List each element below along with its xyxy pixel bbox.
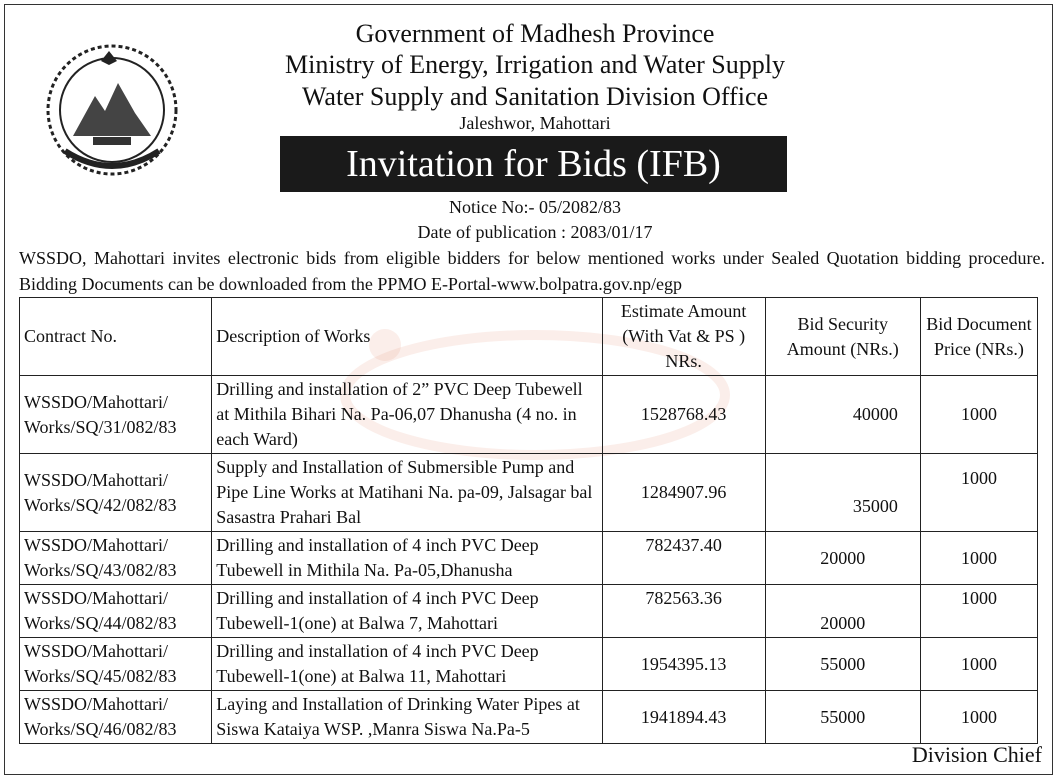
description-cell: Laying and Installation of Drinking Water Pipes at Siswa Kataiya WSP. ,Manra Siswa Na.Pa-5: [212, 691, 602, 744]
table-row: [20, 691, 1038, 744]
header-bid-security: Bid Security Amount (NRs.): [765, 298, 920, 376]
bid-security-cell: 55000: [765, 638, 920, 691]
intro-paragraph: WSSDO, Mahottari invites electronic bids from eligible bidders for below mentioned works under Sealed Quotation bidding procedure. Bidding Documents can be downloaded from the PPMO E-Portal-www.bolpatra.gov.np/egp: [19, 248, 1045, 294]
document-price-cell: 1000: [920, 691, 1037, 744]
table-row: [20, 454, 1038, 532]
estimate-amount-cell: 1284907.96: [602, 454, 765, 532]
description-cell: Supply and Installation of Submersible Pump and Pipe Line Works at Matihani Na. pa-09, Jalsagar bal Sasastra Prahari Bal: [212, 454, 602, 532]
header-estimate-amount: Estimate Amount (With Vat & PS ) NRs.: [602, 298, 765, 376]
notice-page: [4, 4, 1053, 775]
table-row: [20, 376, 1038, 454]
office-location: Jaleshwor, Mahottari: [459, 113, 611, 133]
estimate-amount-cell: 1528768.43: [602, 376, 765, 454]
description-cell: Drilling and installation of 4 inch PVC Deep Tubewell-1(one) at Balwa 11, Mahottari: [212, 638, 602, 691]
document-price-cell: 1000: [920, 532, 1037, 585]
description-cell: Drilling and installation of 2” PVC Deep Tubewell at Mithila Bihari Na. Pa-06,07 Dhanusha (4 no. in each Ward): [212, 376, 602, 454]
estimate-amount-cell: 1941894.43: [602, 691, 765, 744]
contract-no-cell: WSSDO/Mahottari/ Works/SQ/45/082/83: [20, 638, 212, 691]
contract-no-cell: WSSDO/Mahottari/ Works/SQ/31/082/83: [20, 376, 212, 454]
estimate-amount-cell: 782563.36: [602, 585, 765, 638]
document-price-cell: 1000: [920, 454, 1037, 532]
bid-security-cell: 20000: [765, 585, 920, 638]
contract-no-cell: WSSDO/Mahottari/ Works/SQ/44/082/83: [20, 585, 212, 638]
bid-security-cell: 35000: [765, 454, 920, 532]
notice-number: Notice No:- 05/2082/83: [449, 197, 621, 217]
signature-title: Division Chief: [911, 742, 1042, 767]
estimate-amount-cell: 782437.40: [602, 532, 765, 585]
description-cell: Drilling and installation of 4 inch PVC Deep Tubewell in Mithila Na. Pa-05,Dhanusha: [212, 532, 602, 585]
table-row: [20, 585, 1038, 638]
contract-no-cell: WSSDO/Mahottari/ Works/SQ/46/082/83: [20, 691, 212, 744]
header-document-price: Bid Document Price (NRs.): [920, 298, 1037, 376]
nepal-emblem-icon: [43, 41, 181, 179]
document-price-cell: 1000: [920, 376, 1037, 454]
document-price-cell: 1000: [920, 585, 1037, 638]
publication-date: Date of publication : 2083/01/17: [417, 222, 653, 242]
bid-security-cell: 20000: [765, 532, 920, 585]
government-title: Government of Madhesh Province: [355, 19, 715, 48]
ifb-banner: Invitation for Bids (IFB): [280, 136, 787, 192]
ministry-title: Ministry of Energy, Irrigation and Water Supply: [284, 50, 785, 79]
bids-table: [19, 297, 1038, 744]
header-description: Description of Works: [212, 298, 602, 376]
document-price-cell: 1000: [920, 638, 1037, 691]
bid-security-cell: 55000: [765, 691, 920, 744]
contract-no-cell: WSSDO/Mahottari/ Works/SQ/43/082/83: [20, 532, 212, 585]
description-cell: Drilling and installation of 4 inch PVC Deep Tubewell-1(one) at Balwa 7, Mahottari: [212, 585, 602, 638]
estimate-amount-cell: 1954395.13: [602, 638, 765, 691]
table-header-row: [20, 298, 1038, 376]
office-title: Water Supply and Sanitation Division Office: [301, 82, 769, 111]
header-contract-no: Contract No.: [20, 298, 212, 376]
table-row: [20, 532, 1038, 585]
bid-security-cell: 40000: [765, 376, 920, 454]
contract-no-cell: WSSDO/Mahottari/ Works/SQ/42/082/83: [20, 454, 212, 532]
table-row: [20, 638, 1038, 691]
